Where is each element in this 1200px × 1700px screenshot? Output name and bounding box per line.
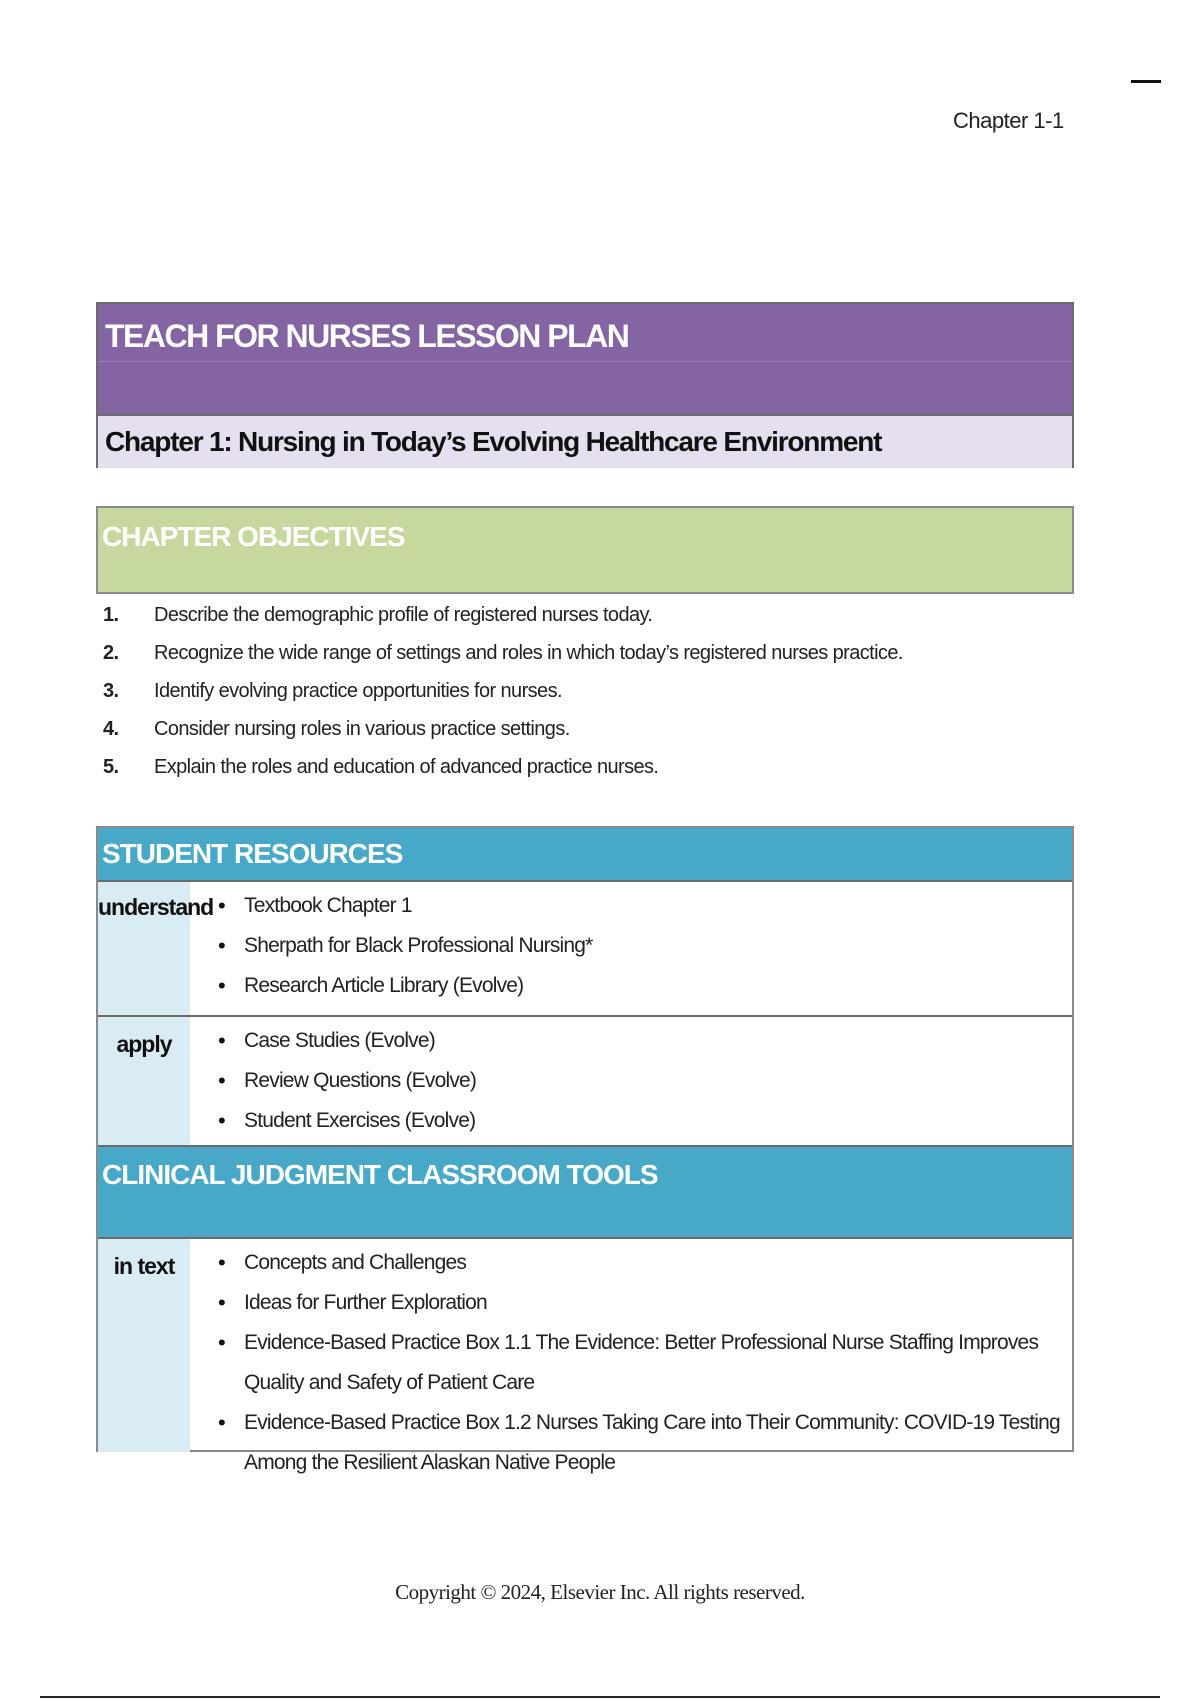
running-head: Chapter 1-1 bbox=[953, 108, 1064, 133]
tools-row-in-text bbox=[98, 1237, 1072, 1474]
objective-text: Identify evolving practice opportunities for nurses. bbox=[154, 680, 562, 702]
objectives-heading: CHAPTER OBJECTIVES bbox=[102, 521, 405, 552]
resource-item: • Student Exercises (Evolve) bbox=[218, 1101, 476, 1141]
objective-item bbox=[103, 640, 1003, 678]
objective-number: 3. bbox=[103, 680, 119, 702]
resource-list bbox=[218, 886, 593, 1006]
objective-number: 2. bbox=[103, 642, 119, 664]
resource-list bbox=[218, 1021, 476, 1141]
clinical-tools-header bbox=[98, 1145, 1072, 1237]
lesson-plan-title-block bbox=[96, 302, 1074, 468]
objective-item bbox=[103, 678, 1003, 716]
resource-item: • Review Questions (Evolve) bbox=[218, 1061, 476, 1101]
copyright-footer: Copyright © 2024, Elsevier Inc. All rights reserved. bbox=[395, 1580, 805, 1604]
objective-item bbox=[103, 716, 1003, 754]
page-corner-dash bbox=[1131, 80, 1161, 83]
objective-text: Consider nursing roles in various practice settings. bbox=[154, 718, 570, 740]
title-band bbox=[98, 304, 1072, 414]
objectives-list bbox=[103, 602, 1003, 792]
chapter-title-band bbox=[98, 414, 1072, 468]
tools-list bbox=[218, 1243, 1084, 1483]
objective-text: Explain the roles and education of advanced practice nurses. bbox=[154, 756, 659, 778]
resource-item: • Textbook Chapter 1 bbox=[218, 886, 593, 926]
clinical-tools-heading: CLINICAL JUDGMENT CLASSROOM TOOLS bbox=[102, 1159, 658, 1190]
resource-item: • Research Article Library (Evolve) bbox=[218, 966, 593, 1006]
row-label: understand bbox=[98, 894, 214, 920]
page-bottom-rule bbox=[40, 1696, 1160, 1698]
title-band-rule bbox=[98, 361, 1072, 362]
tool-item: • Ideas for Further Exploration bbox=[218, 1283, 1084, 1323]
chapter-title: Chapter 1: Nursing in Today’s Evolving Healthcare Environment bbox=[105, 426, 882, 457]
tool-item: • Evidence-Based Practice Box 1.1 The Evidence: Better Professional Nurse Staffing Improves Quality and Safety of Patient Care bbox=[218, 1323, 1084, 1403]
objectives-header bbox=[96, 506, 1074, 594]
objective-number: 4. bbox=[103, 718, 119, 740]
objective-item bbox=[103, 602, 1003, 640]
resources-table bbox=[96, 826, 1074, 1474]
objective-item bbox=[103, 754, 1003, 792]
tool-item: • Concepts and Challenges bbox=[218, 1243, 1084, 1283]
objective-number: 1. bbox=[103, 604, 119, 626]
lesson-plan-title: TEACH FOR NURSES LESSON PLAN bbox=[105, 318, 629, 354]
objective-text: Recognize the wide range of settings and roles in which today’s registered nurses practice. bbox=[154, 642, 903, 664]
student-resources-header bbox=[98, 828, 1072, 880]
resource-row-understand bbox=[98, 880, 1072, 1015]
resource-row-apply bbox=[98, 1015, 1072, 1145]
row-label: apply bbox=[116, 1031, 172, 1057]
resource-item: • Case Studies (Evolve) bbox=[218, 1021, 476, 1061]
objective-text: Describe the demographic profile of registered nurses today. bbox=[154, 604, 653, 626]
student-resources-heading: STUDENT RESOURCES bbox=[102, 838, 403, 869]
resource-item: • Sherpath for Black Professional Nursing* bbox=[218, 926, 593, 966]
row-label: in text bbox=[113, 1253, 175, 1279]
tool-item: • Evidence-Based Practice Box 1.2 Nurses Taking Care into Their Community: COVID-19 Testing Among the Resilient Alaskan Native People bbox=[218, 1403, 1084, 1483]
objective-number: 5. bbox=[103, 756, 119, 778]
